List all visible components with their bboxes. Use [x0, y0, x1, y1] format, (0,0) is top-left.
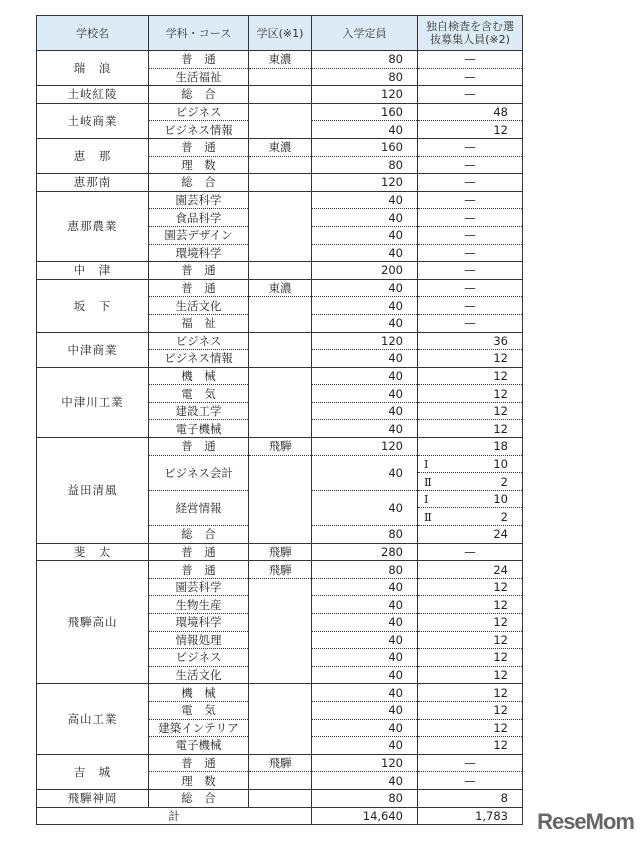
capacity: 120 — [312, 332, 418, 350]
selection-count — [418, 138, 523, 156]
department: 建設工学 — [149, 402, 249, 420]
selection-count — [418, 385, 523, 403]
district — [249, 490, 312, 525]
selection-count — [418, 561, 523, 579]
capacity: 120 — [312, 174, 418, 192]
district: 飛騨 — [249, 561, 312, 579]
table-row — [37, 684, 523, 702]
selection-value: — — [464, 245, 476, 260]
table-row — [37, 103, 523, 121]
selection-count — [418, 297, 523, 315]
selection-value: 12 — [493, 404, 508, 419]
department: 普 通 — [149, 438, 249, 456]
selection-value: 24 — [493, 562, 508, 577]
department: 電子機械 — [149, 737, 249, 755]
selection-value: 12 — [493, 368, 508, 383]
capacity: 40 — [312, 631, 418, 649]
district — [249, 156, 312, 174]
selection-count — [418, 701, 523, 719]
selection-value: — — [464, 69, 476, 84]
capacity: 80 — [312, 789, 418, 807]
resemom-logo: ReseMom — [537, 809, 634, 834]
selection-count — [418, 684, 523, 702]
selection-value: 24 — [493, 527, 508, 542]
school-name: 斐 太 — [37, 543, 149, 561]
total-row — [37, 807, 523, 825]
district — [249, 420, 312, 438]
selection-value: — — [464, 773, 476, 788]
school-name: 中津商業 — [37, 332, 149, 367]
district — [249, 350, 312, 368]
capacity: 40 — [312, 614, 418, 632]
department: 理 数 — [149, 156, 249, 174]
department: 普 通 — [149, 51, 249, 69]
capacity: 40 — [312, 666, 418, 684]
selection-value: 12 — [493, 632, 508, 647]
capacity: 280 — [312, 543, 418, 561]
district — [249, 772, 312, 790]
capacity: 40 — [312, 701, 418, 719]
capacity: 40 — [312, 772, 418, 790]
table-row — [37, 86, 523, 104]
district — [249, 174, 312, 192]
school-name: 瑞 浪 — [37, 51, 149, 86]
selection-value: — — [464, 52, 476, 67]
district — [249, 103, 312, 121]
district — [249, 631, 312, 649]
district — [249, 666, 312, 684]
department: 理 数 — [149, 772, 249, 790]
department: 機 械 — [149, 684, 249, 702]
capacity: 120 — [312, 86, 418, 104]
selection-count — [418, 156, 523, 174]
department: 電子機械 — [149, 420, 249, 438]
capacity: 40 — [312, 719, 418, 737]
district — [249, 701, 312, 719]
selection-value: — — [464, 175, 476, 190]
department: 普 通 — [149, 262, 249, 280]
department: 機 械 — [149, 367, 249, 385]
selection-count — [418, 438, 523, 456]
department: ビジネス — [149, 649, 249, 667]
capacity: 40 — [312, 684, 418, 702]
table-row — [37, 789, 523, 807]
capacity: 120 — [312, 438, 418, 456]
selection-count — [418, 314, 523, 332]
capacity: 160 — [312, 138, 418, 156]
district — [249, 402, 312, 420]
selection-value: — — [464, 316, 476, 331]
capacity: 80 — [312, 156, 418, 174]
selection-count — [418, 631, 523, 649]
district — [249, 209, 312, 227]
selection-count — [418, 279, 523, 297]
selection-count — [418, 455, 523, 473]
selection-value: 8 — [500, 791, 508, 806]
table-row — [37, 138, 523, 156]
district — [249, 614, 312, 632]
capacity: 80 — [312, 68, 418, 86]
selection-value: — — [464, 756, 476, 771]
district — [249, 526, 312, 544]
capacity: 40 — [312, 279, 418, 297]
selection-value: — — [464, 157, 476, 172]
capacity: 40 — [312, 350, 418, 368]
selection-value: 12 — [493, 421, 508, 436]
capacity: 40 — [312, 385, 418, 403]
header-selection: 独自検査を含む選抜募集人員(※2) — [418, 16, 523, 51]
capacity: 40 — [312, 737, 418, 755]
district — [249, 244, 312, 262]
capacity: 40 — [312, 596, 418, 614]
selection-count — [418, 508, 523, 526]
header-school: 学校名 — [37, 16, 149, 51]
capacity: 40 — [312, 490, 418, 525]
selection-value: 12 — [493, 685, 508, 700]
district — [249, 86, 312, 104]
selection-count — [418, 543, 523, 561]
selection-value: 10 — [493, 492, 508, 507]
department: ビジネス情報 — [149, 350, 249, 368]
department: ビジネス — [149, 332, 249, 350]
table-row — [37, 332, 523, 350]
capacity: 160 — [312, 103, 418, 121]
capacity: 40 — [312, 420, 418, 438]
selection-value: 10 — [493, 456, 508, 471]
selection-value: 12 — [493, 386, 508, 401]
department: 総 合 — [149, 174, 249, 192]
selection-value: 12 — [493, 615, 508, 630]
school-name: 高山工業 — [37, 684, 149, 754]
selection-count — [418, 332, 523, 350]
capacity: 40 — [312, 297, 418, 315]
sub-label: Ⅰ — [424, 492, 429, 507]
district — [249, 789, 312, 807]
department: 普 通 — [149, 138, 249, 156]
district: 飛騨 — [249, 754, 312, 772]
selection-count — [418, 789, 523, 807]
selection-value: — — [464, 87, 476, 102]
selection-count — [418, 754, 523, 772]
selection-value: 12 — [493, 597, 508, 612]
table-row — [37, 438, 523, 456]
department: 環境科学 — [149, 614, 249, 632]
district: 東濃 — [249, 138, 312, 156]
selection-count — [418, 209, 523, 227]
capacity: 40 — [312, 455, 418, 490]
selection-count — [418, 719, 523, 737]
selection-count — [418, 51, 523, 69]
selection-count — [418, 649, 523, 667]
school-name: 恵那農業 — [37, 191, 149, 261]
selection-value: 12 — [493, 580, 508, 595]
selection-count — [418, 226, 523, 244]
table-row — [37, 561, 523, 579]
capacity: 40 — [312, 121, 418, 139]
selection-count — [418, 244, 523, 262]
table-row — [37, 279, 523, 297]
capacity: 200 — [312, 262, 418, 280]
capacity: 40 — [312, 649, 418, 667]
district — [249, 578, 312, 596]
department: 環境科学 — [149, 244, 249, 262]
district — [249, 596, 312, 614]
school-name: 恵那南 — [37, 174, 149, 192]
table-row — [37, 191, 523, 209]
admission-table — [36, 15, 523, 825]
district — [249, 262, 312, 280]
capacity: 80 — [312, 51, 418, 69]
school-name: 恵 那 — [37, 138, 149, 173]
selection-count — [418, 367, 523, 385]
capacity: 80 — [312, 526, 418, 544]
district — [249, 385, 312, 403]
district — [249, 684, 312, 702]
selection-value: 12 — [493, 703, 508, 718]
district — [249, 121, 312, 139]
selection-count — [418, 262, 523, 280]
district: 飛騨 — [249, 543, 312, 561]
selection-value: — — [464, 281, 476, 296]
selection-value: 36 — [493, 333, 508, 348]
capacity: 40 — [312, 244, 418, 262]
district — [249, 332, 312, 350]
selection-count — [418, 402, 523, 420]
department: 普 通 — [149, 561, 249, 579]
selection-value: 2 — [500, 474, 508, 489]
department: 総 合 — [149, 86, 249, 104]
selection-value: — — [464, 210, 476, 225]
table-row — [37, 754, 523, 772]
selection-value: 18 — [493, 439, 508, 454]
district — [249, 367, 312, 385]
selection-value: — — [464, 263, 476, 278]
capacity: 120 — [312, 754, 418, 772]
department: 園芸科学 — [149, 578, 249, 596]
school-name: 吉 城 — [37, 754, 149, 789]
header-capacity: 入学定員 — [312, 16, 418, 51]
selection-count — [418, 614, 523, 632]
school-name: 益田清風 — [37, 438, 149, 544]
district: 東濃 — [249, 279, 312, 297]
table-row — [37, 174, 523, 192]
sub-label: Ⅱ — [424, 509, 432, 524]
selection-value: 48 — [493, 105, 508, 120]
capacity: 40 — [312, 191, 418, 209]
selection-count — [418, 121, 523, 139]
department: 建築インテリア — [149, 719, 249, 737]
school-name: 土岐商業 — [37, 103, 149, 138]
selection-count — [418, 86, 523, 104]
department: 総 合 — [149, 526, 249, 544]
selection-count — [418, 526, 523, 544]
school-name: 土岐紅陵 — [37, 86, 149, 104]
district — [249, 737, 312, 755]
department: 経営情報 — [149, 490, 249, 525]
selection-count — [418, 191, 523, 209]
selection-value: 12 — [493, 720, 508, 735]
school-name: 坂 下 — [37, 279, 149, 332]
district: 東濃 — [249, 51, 312, 69]
department: 生物生産 — [149, 596, 249, 614]
district — [249, 455, 312, 490]
table-row — [37, 51, 523, 69]
total-selection: 1,783 — [418, 807, 523, 825]
district — [249, 297, 312, 315]
table-row — [37, 262, 523, 280]
school-name: 中津川工業 — [37, 367, 149, 437]
department: 総 合 — [149, 789, 249, 807]
header-dept: 学科・コース — [149, 16, 249, 51]
selection-value: — — [464, 140, 476, 155]
department: 情報処理 — [149, 631, 249, 649]
department: 電 気 — [149, 385, 249, 403]
department: 生活文化 — [149, 666, 249, 684]
selection-value: — — [464, 228, 476, 243]
department: 園芸科学 — [149, 191, 249, 209]
capacity: 40 — [312, 367, 418, 385]
capacity: 40 — [312, 314, 418, 332]
selection-count — [418, 772, 523, 790]
selection-value: — — [464, 544, 476, 559]
school-name: 飛騨神岡 — [37, 789, 149, 807]
table-row — [37, 543, 523, 561]
selection-value: — — [464, 298, 476, 313]
capacity: 40 — [312, 209, 418, 227]
selection-count — [418, 174, 523, 192]
selection-value: 12 — [493, 738, 508, 753]
department: 園芸デザイン — [149, 226, 249, 244]
table-row — [37, 367, 523, 385]
selection-value: — — [464, 193, 476, 208]
selection-count — [418, 68, 523, 86]
department: 普 通 — [149, 279, 249, 297]
header-district: 学区(※1) — [249, 16, 312, 51]
header-row — [37, 16, 523, 51]
capacity: 80 — [312, 561, 418, 579]
selection-value: 12 — [493, 650, 508, 665]
capacity: 40 — [312, 226, 418, 244]
selection-count — [418, 473, 523, 491]
selection-value: 12 — [493, 122, 508, 137]
total-label: 計 — [37, 807, 312, 825]
selection-count — [418, 666, 523, 684]
selection-count — [418, 350, 523, 368]
selection-count — [418, 103, 523, 121]
department: ビジネス会計 — [149, 455, 249, 490]
district — [249, 191, 312, 209]
selection-count — [418, 737, 523, 755]
department: ビジネス — [149, 103, 249, 121]
school-name: 飛騨高山 — [37, 561, 149, 684]
district — [249, 226, 312, 244]
department: 福 祉 — [149, 314, 249, 332]
selection-count — [418, 490, 523, 508]
department: 生活文化 — [149, 297, 249, 315]
capacity: 40 — [312, 578, 418, 596]
total-capacity: 14,640 — [312, 807, 418, 825]
department: 生活福祉 — [149, 68, 249, 86]
selection-count — [418, 596, 523, 614]
selection-count — [418, 578, 523, 596]
department: 普 通 — [149, 754, 249, 772]
department: 食品科学 — [149, 209, 249, 227]
department: 普 通 — [149, 543, 249, 561]
selection-value: 12 — [493, 668, 508, 683]
sub-label: Ⅰ — [424, 456, 429, 471]
department: 電 気 — [149, 701, 249, 719]
selection-count — [418, 420, 523, 438]
capacity: 40 — [312, 402, 418, 420]
district: 飛騨 — [249, 438, 312, 456]
district — [249, 314, 312, 332]
selection-value: 12 — [493, 351, 508, 366]
selection-value: 2 — [500, 509, 508, 524]
school-name: 中 津 — [37, 262, 149, 280]
district — [249, 68, 312, 86]
department: ビジネス情報 — [149, 121, 249, 139]
sub-label: Ⅱ — [424, 474, 432, 489]
district — [249, 649, 312, 667]
district — [249, 719, 312, 737]
